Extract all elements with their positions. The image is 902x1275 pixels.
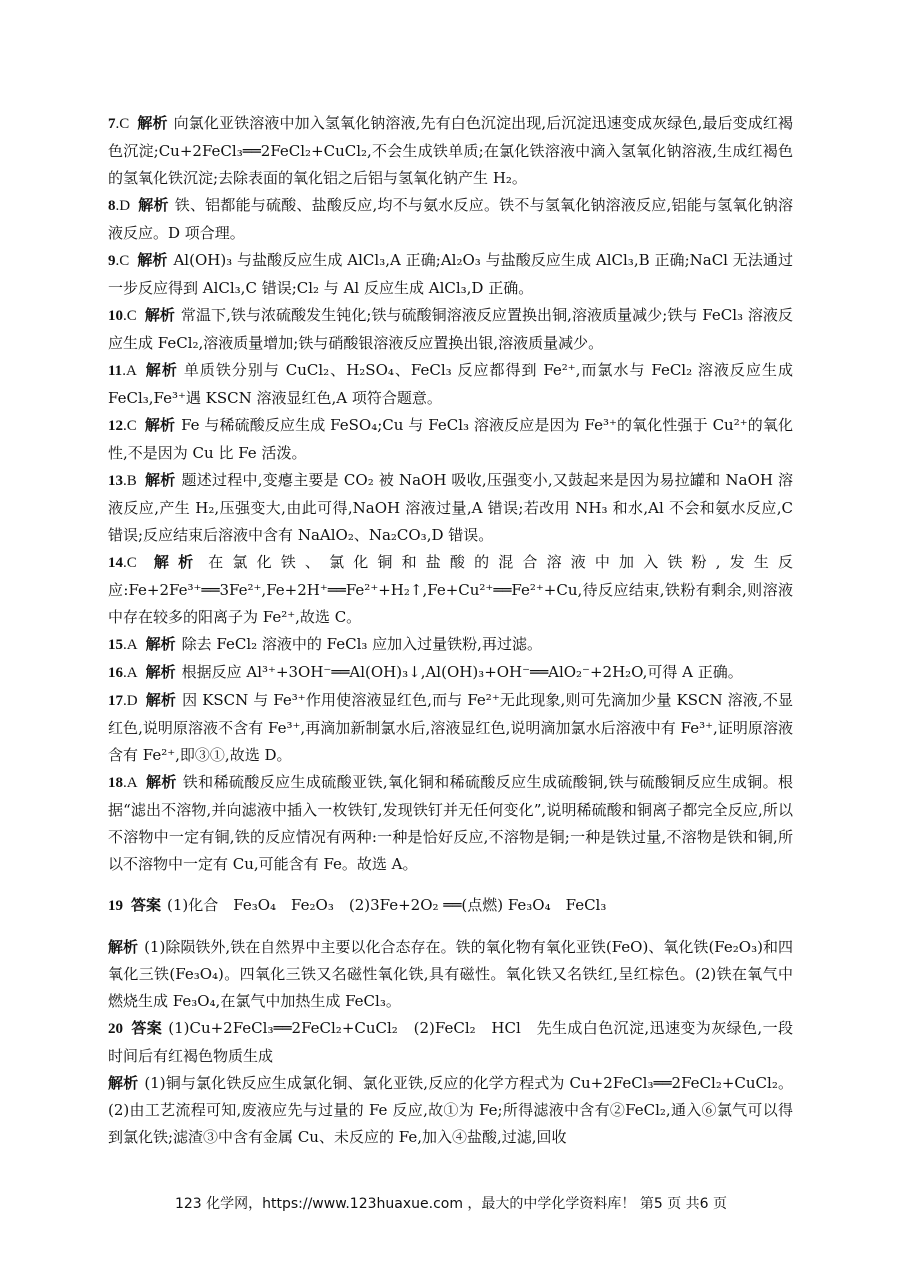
item-12 (108, 412, 793, 467)
item-14 (108, 549, 793, 631)
answer-text: (1)Cu+2FeCl₃══2FeCl₂+CuCl₂ (2)FeCl₂ HCl 先生成白色沉淀,迅速变为灰绿色,一段时间后有红褐色物质生成 (108, 1019, 793, 1065)
analysis-label: 解析 (144, 306, 175, 324)
item-answer: .D (115, 198, 131, 214)
item-text: 铁和稀硫酸反应生成硫酸亚铁,氧化铜和稀硫酸反应生成硫酸铜,铁与硫酸铜反应生成铜。根据“滤出不溶物,并向滤液中插入一枚铁钉,发现铁钉并无任何变化”,说明稀硫酸和铜离子都完全反应,所以不溶物中一定有铜,铁的反应情况有两种:一种是恰好反应,不溶物是铜;一种是铁过量,不溶物是铁和铜,所以不溶物中一定有 Cu,可能含有 Fe。故选 A。 (108, 773, 793, 873)
page-footer: 123 化学网，https://www.123huaxue.com ，最大的中学化学资料库！ 第5 页 共6 页 (174, 1196, 728, 1212)
answer-label: 答案 (131, 1019, 163, 1037)
item-text: 铁、铝都能与硫酸、盐酸反应,均不与氨水反应。铁不与氢氧化钠溶液反应,铝能与氢氧化钠溶液反应。D 项合理。 (108, 196, 793, 242)
item-19-analysis (108, 934, 793, 1015)
item-text: Al(OH)₃ 与盐酸反应生成 AlCl₃,A 正确;Al₂O₃ 与盐酸反应生成 AlCl₃,B 正确;NaCl 无法通过一步反应得到 AlCl₃,C 错误;Cl₂ 与 Al 反应生成 AlCl₃,D 正确。 (108, 251, 793, 297)
document-body (108, 110, 793, 1151)
item-answer: .D (123, 693, 138, 709)
item-19-answer (108, 892, 793, 920)
analysis-text: (1)除陨铁外,铁在自然界中主要以化合态存在。铁的氧化物有氧化亚铁(FeO)、氧化铁(Fe₂O₃)和四氧化三铁(Fe₃O₄)。四氧化三铁又名磁性氧化铁,具有磁性。氧化铁又名铁红,呈红棕色。(2)铁在氧气中燃烧生成 Fe₃O₄,在氯气中加热生成 FeCl₃。 (108, 938, 793, 1010)
item-number: 19 (108, 898, 123, 914)
analysis-label: 解析 (145, 773, 177, 791)
item-answer: .A (122, 363, 137, 379)
item-9 (108, 247, 793, 302)
analysis-label: 解析 (138, 196, 169, 214)
item-13 (108, 467, 793, 549)
item-answer: .A (123, 665, 138, 681)
item-number: 9 (108, 253, 116, 269)
item-text: 除去 FeCl₂ 溶液中的 FeCl₃ 应加入过量铁粉,再过滤。 (181, 635, 542, 653)
analysis-label: 解析 (144, 471, 176, 489)
item-answer: .B (123, 473, 137, 489)
item-number: 18 (108, 775, 123, 791)
item-text: 根据反应 Al³⁺+3OH⁻══Al(OH)₃↓,Al(OH)₃+OH⁻══AlO₂⁻+2H₂O,可得 A 正确。 (181, 663, 743, 681)
analysis-label: 解析 (137, 114, 168, 132)
analysis-label: 解析 (144, 553, 203, 571)
item-number: 14 (108, 555, 123, 571)
item-text: 常温下,铁与浓硫酸发生钝化;铁与硫酸铜溶液反应置换出铜,溶液质量减少;铁与 FeCl₃ 溶液反应生成 FeCl₂,溶液质量增加;铁与硝酸银溶液反应置换出银,溶液质量减少。 (108, 306, 793, 352)
item-number: 8 (108, 198, 116, 214)
item-number: 13 (108, 473, 123, 489)
item-20-analysis (108, 1070, 793, 1151)
analysis-label: 解析 (144, 416, 176, 434)
item-number: 17 (108, 693, 123, 709)
item-10 (108, 302, 793, 357)
analysis-label: 解析 (108, 1074, 139, 1092)
analysis-label: 解析 (137, 251, 168, 269)
item-15 (108, 631, 793, 659)
item-17 (108, 687, 793, 769)
item-number: 16 (108, 665, 123, 681)
analysis-text: (1)铜与氯化铁反应生成氯化铜、氯化亚铁,反应的化学方程式为 Cu+2FeCl₃══2FeCl₂+CuCl₂。(2)由工艺流程可知,废液应先与过量的 Fe 反应,故①为 Fe;所得滤液中含有②FeCl₂,通入⑥氯气可以得到氯化铁;滤渣③中含有金属 Cu、未反应的 Fe,加入④盐酸,过滤,回收 (108, 1074, 793, 1146)
analysis-label: 解析 (145, 635, 176, 653)
item-text: 在氯化铁、氯化铜和盐酸的混合溶液中加入铁粉,发生反应:Fe+2Fe³⁺══3Fe²⁺,Fe+2H⁺══Fe²⁺+H₂↑,Fe+Cu²⁺══Fe²⁺+Cu,待反应结束,铁粉有剩余,则溶液中存在较多的阳离子为 Fe²⁺,故选 C。 (108, 553, 793, 626)
item-answer: .C (123, 555, 137, 571)
section-gap (108, 878, 793, 892)
item-11 (108, 357, 793, 412)
item-text: 单质铁分别与 CuCl₂、H₂SO₄、FeCl₃ 反应都得到 Fe²⁺,而氯水与 FeCl₂ 溶液反应生成 FeCl₃,Fe³⁺遇 KSCN 溶液显红色,A 项符合题意。 (108, 361, 793, 407)
item-text: 题述过程中,变瘪主要是 CO₂ 被 NaOH 吸收,压强变小,又鼓起来是因为易拉罐和 NaOH 溶液反应,产生 H₂,压强变大,由此可得,NaOH 溶液过量,A 错误;若改用 NH₃ 和水,Al 不会和氨水反应,C 错误;反应结束后溶液中含有 NaAlO₂、Na₂CO₃,D 错误。 (108, 471, 793, 544)
section-gap (108, 920, 793, 934)
item-number: 15 (108, 637, 123, 653)
answer-text: (1)化合 Fe₃O₄ Fe₂O₃ (2)3Fe+2O₂ ══(点燃) Fe₃O₄ FeCl₃ (167, 896, 607, 914)
item-answer: .C (115, 116, 130, 132)
item-20-answer (108, 1015, 793, 1070)
item-number: 11 (108, 363, 123, 379)
analysis-label: 解析 (108, 938, 139, 956)
item-text: 因 KSCN 与 Fe³⁺作用使溶液显红色,而与 Fe²⁺无此现象,则可先滴加少量 KSCN 溶液,不显红色,说明原溶液不含有 Fe³⁺,再滴加新制氯水后,溶液显红色,说明滴加氯水后溶液中有 Fe³⁺,证明原溶液含有 Fe²⁺,即③①,故选 D。 (108, 691, 793, 764)
item-number: 10 (108, 308, 123, 324)
item-answer: .C (115, 253, 130, 269)
item-number: 7 (108, 116, 116, 132)
item-text: Fe 与稀硫酸反应生成 FeSO₄;Cu 与 FeCl₃ 溶液反应是因为 Fe³⁺的氧化性强于 Cu²⁺的氧化性,不是因为 Cu 比 Fe 活泼。 (108, 416, 793, 462)
item-number: 12 (108, 418, 123, 434)
item-answer: .C (123, 418, 137, 434)
item-number: 20 (108, 1021, 123, 1037)
analysis-label: 解析 (144, 361, 178, 379)
analysis-label: 解析 (145, 691, 177, 709)
analysis-label: 解析 (145, 663, 176, 681)
item-16 (108, 659, 793, 687)
item-text: 向氯化亚铁溶液中加入氢氧化钠溶液,先有白色沉淀出现,后沉淀迅速变成灰绿色,最后变成红褐色沉淀;Cu+2FeCl₃══2FeCl₂+CuCl₂,不会生成铁单质;在氯化铁溶液中滴入氢氧化钠溶液,生成红褐色的氢氧化铁沉淀;去除表面的氧化铝之后铝与氢氧化钠产生 H₂。 (108, 114, 793, 187)
item-answer: .A (123, 637, 138, 653)
answer-label: 答案 (131, 896, 162, 914)
item-18 (108, 769, 793, 878)
item-8 (108, 192, 793, 247)
item-answer: .C (123, 308, 137, 324)
item-7 (108, 110, 793, 192)
item-answer: .A (123, 775, 138, 791)
